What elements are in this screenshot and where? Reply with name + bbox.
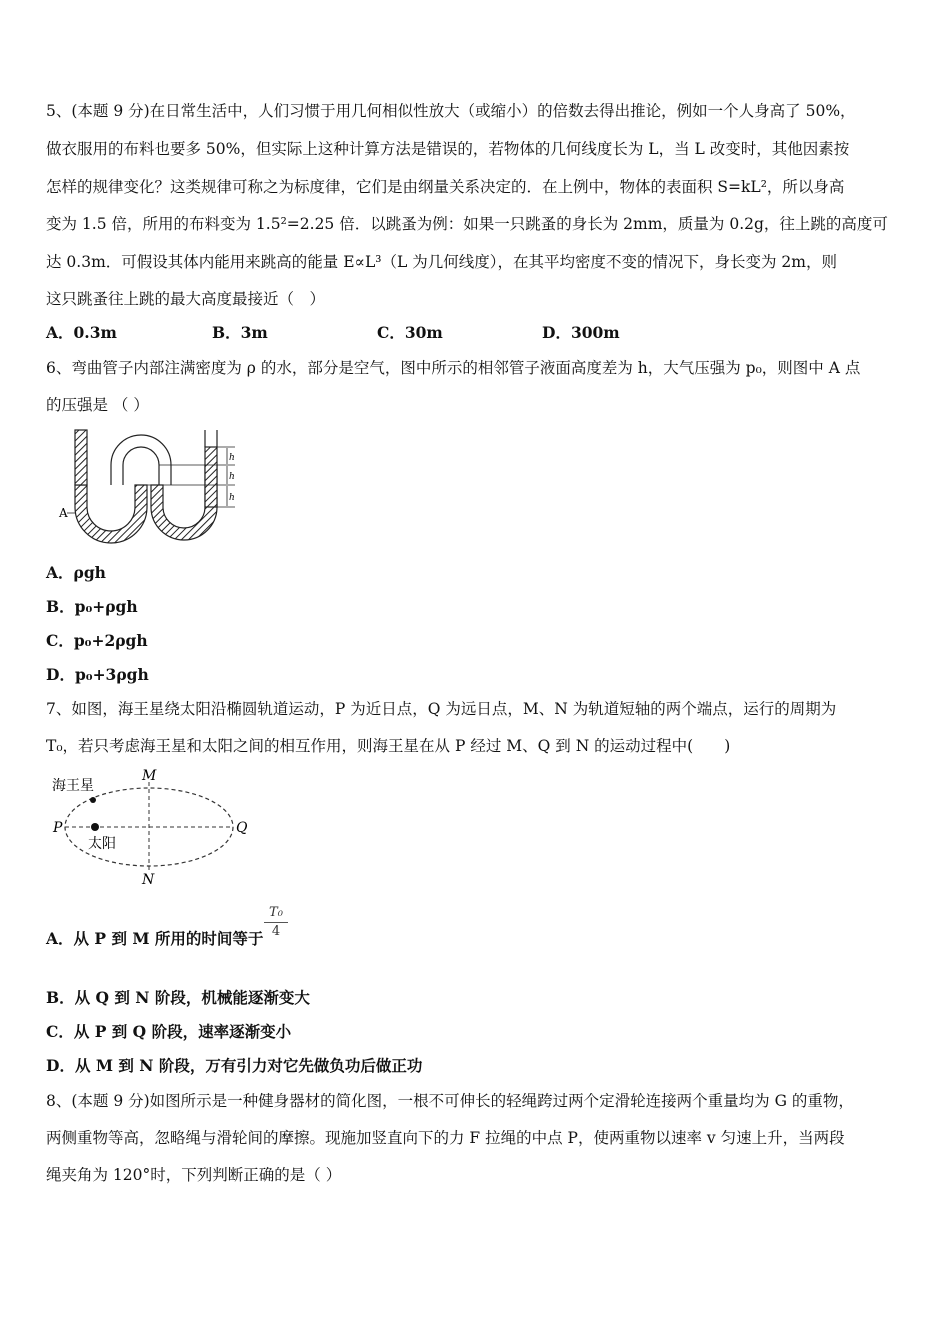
- q5-line-1: 5、(本题 9 分)在日常生活中，人们习惯于用几何相似性放大（或缩小）的倍数去得出推论，例如一个人身高了 50%，: [46, 102, 856, 120]
- q6-line-1: 6、弯曲管子内部注满密度为 ρ 的水，部分是空气，图中所示的相邻管子液面高度差为 h，大气压强为 p₀，则图中 A 点: [46, 359, 861, 377]
- q8-line-3: 绳夹角为 120°时，下列判断正确的是（ ）: [46, 1166, 342, 1184]
- q8-line-1: 8、(本题 9 分)如图所示是一种健身器材的简化图，一根不可伸长的轻绳跨过两个定滑轮连接两个重量均为 G 的重物，: [46, 1092, 854, 1110]
- q7-line-2: T₀，若只考虑海王星和太阳之间的相互作用，则海王星在从 P 经过 M、Q 到 N 的运动过程中( ): [46, 737, 731, 755]
- q5-line-4: 变为 1.5 倍，所用的布料变为 1.5²=2.25 倍．以跳蚤为例：如果一只跳蚤的身长为 2mm，质量为 0.2g，往上跳的高度可: [46, 215, 888, 233]
- n-label: N: [142, 872, 155, 888]
- p-label: P: [53, 820, 63, 836]
- m-label: M: [142, 768, 157, 784]
- q5-line-6: 这只跳蚤往上跳的最大高度最接近（ ）: [46, 290, 326, 308]
- point-a-label: A: [59, 506, 68, 520]
- h-label-2: h: [229, 472, 235, 482]
- q5-option-d[interactable]: D．300m: [542, 323, 620, 342]
- u-tube-figure: [55, 425, 235, 547]
- q6-line-2: 的压强是 （ ）: [46, 396, 149, 414]
- fraction-t0-over-4: [264, 905, 288, 940]
- h-label-1: h: [229, 453, 235, 463]
- q7-option-b[interactable]: B．从 Q 到 N 阶段，机械能逐渐变大: [46, 988, 310, 1007]
- q8-line-2: 两侧重物等高，忽略绳与滑轮间的摩擦。现施加竖直向下的力 F 拉绳的中点 P，使两重物以速率 v 匀速上升，当两段: [46, 1129, 845, 1147]
- planet-label: 海王星: [52, 778, 94, 794]
- q6-option-b[interactable]: B．p₀+ρgh: [46, 597, 138, 616]
- sun-label: 太阳: [88, 836, 116, 852]
- fraction-denominator: 4: [271, 924, 281, 939]
- q5-line-5: 达 0.3m．可假设其体内能用来跳高的能量 E∝L³（L 为几何线度），在其平均密度不变的情况下，身长变为 2m，则: [46, 253, 837, 271]
- q7-option-c[interactable]: C．从 P 到 Q 阶段，速率逐渐变小: [46, 1022, 292, 1041]
- q5-option-a[interactable]: A．0.3m: [46, 323, 117, 342]
- q6-option-a[interactable]: A．ρgh: [46, 563, 106, 582]
- q7-line-1: 7、如图，海王星绕太阳沿椭圆轨道运动，P 为近日点，Q 为远日点，M、N 为轨道短轴的两个端点，运行的周期为: [46, 700, 837, 718]
- fraction-numerator: T₀: [269, 905, 283, 920]
- h-label-3: h: [229, 493, 235, 503]
- q6-option-c[interactable]: C．p₀+2ρgh: [46, 631, 148, 650]
- q7-option-a[interactable]: A．从 P 到 M 所用的时间等于: [46, 929, 264, 948]
- q7-option-d[interactable]: D．从 M 到 N 阶段，万有引力对它先做负功后做正功: [46, 1056, 423, 1075]
- q-label: Q: [236, 820, 248, 836]
- orbit-figure: [50, 766, 260, 888]
- q5-option-c[interactable]: C．30m: [377, 323, 443, 342]
- q5-line-2: 做衣服用的布料也要多 50%，但实际上这种计算方法是错误的，若物体的几何线度长为 L，当 L 改变时，其他因素按: [46, 140, 850, 158]
- q6-option-d[interactable]: D．p₀+3ρgh: [46, 665, 149, 684]
- q5-option-b[interactable]: B．3m: [212, 323, 268, 342]
- q5-line-3: 怎样的规律变化？这类规律可称之为标度律，它们是由纲量关系决定的．在上例中，物体的表面积 S=kL²，所以身高: [46, 178, 845, 196]
